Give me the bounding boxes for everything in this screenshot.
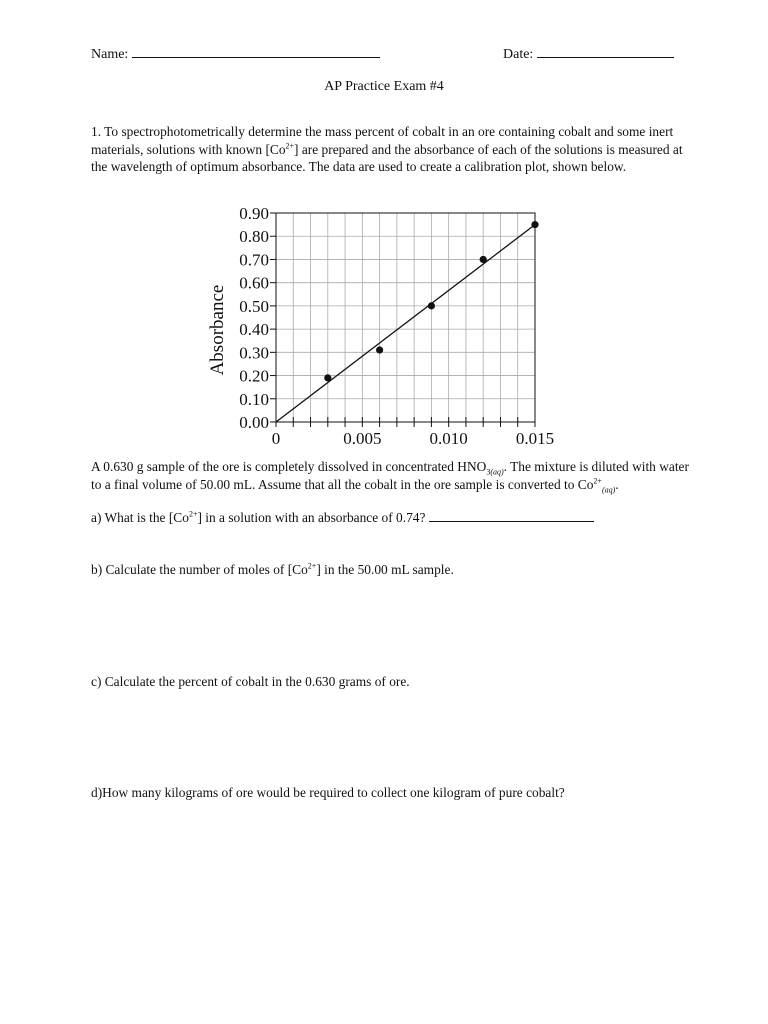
y-tick-label: 0.40	[239, 320, 269, 340]
part-a-text-post: ] in a solution with an absorbance of 0.74?	[197, 510, 426, 525]
data-point	[376, 346, 383, 353]
question-number: 1.	[91, 124, 102, 139]
calibration-plot	[195, 200, 555, 450]
intro-text-b: ] are prepared and the absorbance of each of the solutions is measured at the wavelength of optimum absorbance. The data are used to create a calibration plot, shown below.	[91, 141, 683, 174]
part-b	[91, 562, 454, 578]
date-label: Date:	[503, 47, 534, 62]
name-blank-line[interactable]	[132, 44, 380, 58]
y-tick-label: 0.30	[239, 343, 269, 363]
y-tick-label: 0.50	[239, 296, 269, 316]
sample-text-end: .	[615, 476, 619, 492]
data-point	[480, 256, 487, 263]
x-tick-label: 0.015	[515, 429, 555, 448]
x-tick-label: 0.010	[429, 429, 468, 448]
y-axis-label: Absorbance	[207, 284, 228, 376]
y-ticks	[239, 204, 276, 432]
intro-charge: 2+	[285, 141, 295, 151]
x-tick-label: 0.005	[343, 429, 382, 448]
y-tick-label: 0.10	[239, 389, 269, 409]
plot-frame	[276, 213, 535, 422]
date-blank-line[interactable]	[537, 44, 674, 58]
nitrate-phase: (aq)	[490, 467, 504, 477]
sample-description	[91, 458, 691, 493]
data-point	[531, 221, 538, 228]
part-b-text-pre: b) Calculate the number of moles of [Co	[91, 562, 308, 577]
part-a-answer-line[interactable]	[429, 508, 594, 522]
cobalt-phase: (aq)	[601, 485, 616, 495]
name-field[interactable]	[91, 44, 380, 63]
question-1-intro	[91, 123, 691, 176]
name-label: Name:	[91, 47, 129, 62]
part-a-text-pre: a) What is the [Co	[91, 510, 189, 525]
y-tick-label: 0.80	[239, 227, 269, 247]
sample-text-b: . The mixture is diluted with water to a final volume of 50.00 mL. Assume that all the cobalt in the ore sample is converted to Co	[91, 459, 689, 492]
page-title: AP Practice Exam #4	[324, 79, 444, 94]
cobalt-charge: 2+	[593, 476, 602, 486]
x-tick-label: 0	[271, 429, 281, 448]
data-point	[324, 374, 331, 381]
y-tick-label: 0.70	[239, 250, 269, 270]
part-b-text-post: ] in the 50.00 mL sample.	[316, 562, 454, 577]
part-a-charge: 2+	[188, 509, 198, 519]
data-point	[428, 302, 435, 309]
y-tick-label: 0.60	[239, 273, 269, 293]
sample-text-a: A 0.630 g sample of the ore is completely dissolved in concentrated HNO	[91, 459, 487, 474]
y-tick-label: 0.20	[239, 366, 269, 386]
part-b-charge: 2+	[307, 561, 317, 571]
part-a	[91, 508, 594, 526]
date-field[interactable]	[503, 44, 674, 63]
y-tick-label: 0.90	[239, 204, 269, 223]
part-c: c) Calculate the percent of cobalt in the 0.630 grams of ore.	[91, 674, 410, 689]
part-d: d)How many kilograms of ore would be required to collect one kilogram of pure cobalt?	[91, 785, 565, 800]
chart-grid	[276, 213, 535, 422]
nitrate-subscript: 3	[486, 467, 491, 477]
calibration-fit-line	[276, 225, 535, 422]
y-tick-label: 0.00	[239, 413, 269, 432]
intro-text-a: To spectrophotometrically determine the mass percent of cobalt in an ore containing cobalt and some inert materials, solutions with known [Co	[91, 124, 674, 157]
